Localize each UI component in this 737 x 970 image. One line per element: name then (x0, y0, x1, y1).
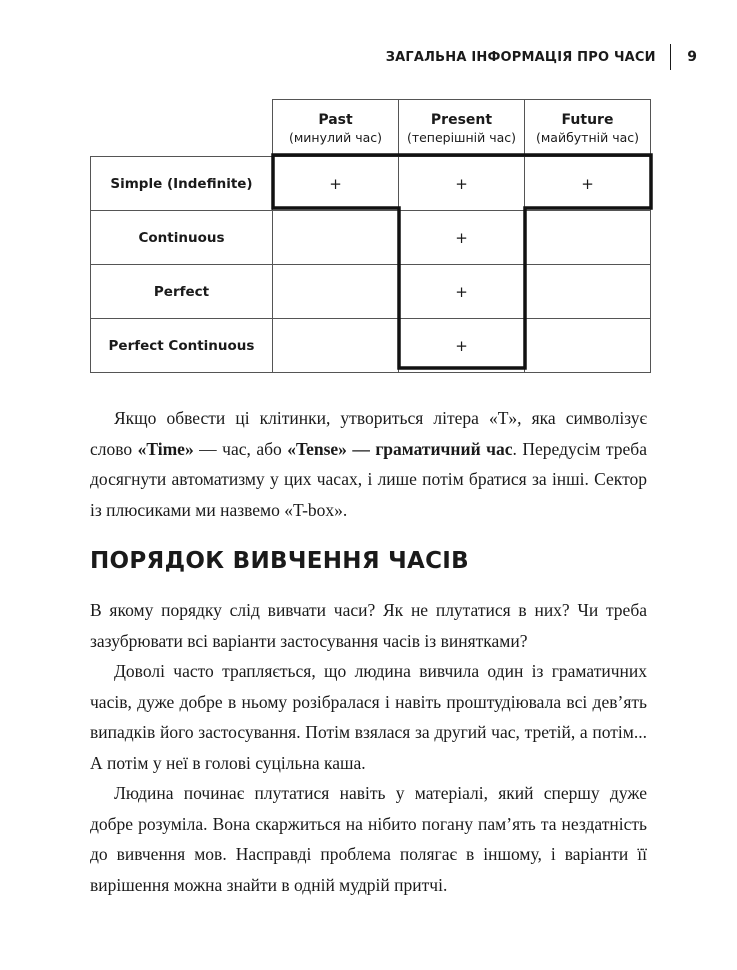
table-cell: + (399, 319, 525, 373)
column-header-name: Present (430, 111, 493, 128)
table-corner (91, 100, 273, 157)
table-row-simple (91, 157, 651, 211)
table-cell: + (399, 157, 525, 211)
table-cell: + (273, 157, 399, 211)
table-row-perfect (91, 265, 651, 319)
column-header-past (273, 100, 399, 157)
row-header: Simple (Indefinite) (91, 157, 273, 211)
column-header-translation: (минулий час) (288, 129, 382, 145)
header-divider (670, 44, 672, 70)
paragraph-text: — час, або (193, 438, 288, 459)
running-header (386, 44, 697, 70)
table-cell: + (525, 157, 651, 211)
table-cell (273, 211, 399, 265)
section-heading: ПОРЯДОК ВИВЧЕННЯ ЧАСІВ (90, 548, 469, 574)
t-box-paragraph (90, 403, 647, 525)
bold-term-tense: «Tense» — граматичний час (287, 438, 513, 459)
table-header-row (91, 100, 651, 157)
table-cell (525, 211, 651, 265)
chapter-title: ЗАГАЛЬНА ІНФОРМАЦІЯ ПРО ЧАСИ (385, 49, 656, 65)
body-paragraph: В якому порядку слід вивчати часи? Як не плутатися в них? Чи треба зазубрювати всі варіанти застосування часів із винятками? (90, 600, 647, 651)
table-cell (525, 319, 651, 373)
table-row-continuous (91, 211, 651, 265)
row-header: Continuous (91, 211, 273, 265)
column-header-present (399, 100, 525, 157)
table-cell: + (399, 211, 525, 265)
column-header-future (525, 100, 651, 157)
table-cell (273, 265, 399, 319)
bold-term-time: «Time» (137, 438, 194, 459)
body-paragraph: Доволі часто трапляється, що людина вивчила один із граматичних часів, дуже добре в ньому розібралася і навіть проштудіювала всі дев’ять випадків його застосування. Потім взялася за другий час, третій, а потім... А потім у неї в голові суцільна каша. (90, 661, 647, 773)
table-cell (273, 319, 399, 373)
column-header-translation: (майбутній час) (535, 129, 639, 145)
row-header: Perfect Continuous (91, 319, 273, 373)
body-paragraph: Людина починає плутатися навіть у матеріалі, який спершу дуже добре розуміла. Вона скаржиться на нібито погану пам’ять та нездатність до вивчення мов. Насправді проблема полягає в іншому, і варіанти її вирішення можна знайти в одній мудрій притчі. (90, 783, 647, 895)
page-number: 9 (687, 49, 697, 65)
tense-table (90, 99, 651, 373)
paragraph-text: Якщо обвести ці клітинки, утвориться літера «T», яка символізує слово (90, 408, 647, 459)
column-header-name: Past (318, 111, 353, 128)
column-header-translation: (теперішній час) (406, 129, 517, 145)
table-cell: + (399, 265, 525, 319)
paragraph-text: . Передусім треба досягнути автоматизму у цих часах, і лише потім братися за інші. Сектор із плюсиками ми назвемо «T-box». (90, 438, 647, 520)
table-cell (525, 265, 651, 319)
table-row-perfect-continuous (91, 319, 651, 373)
row-header: Perfect (91, 265, 273, 319)
column-header-name: Future (561, 111, 614, 128)
